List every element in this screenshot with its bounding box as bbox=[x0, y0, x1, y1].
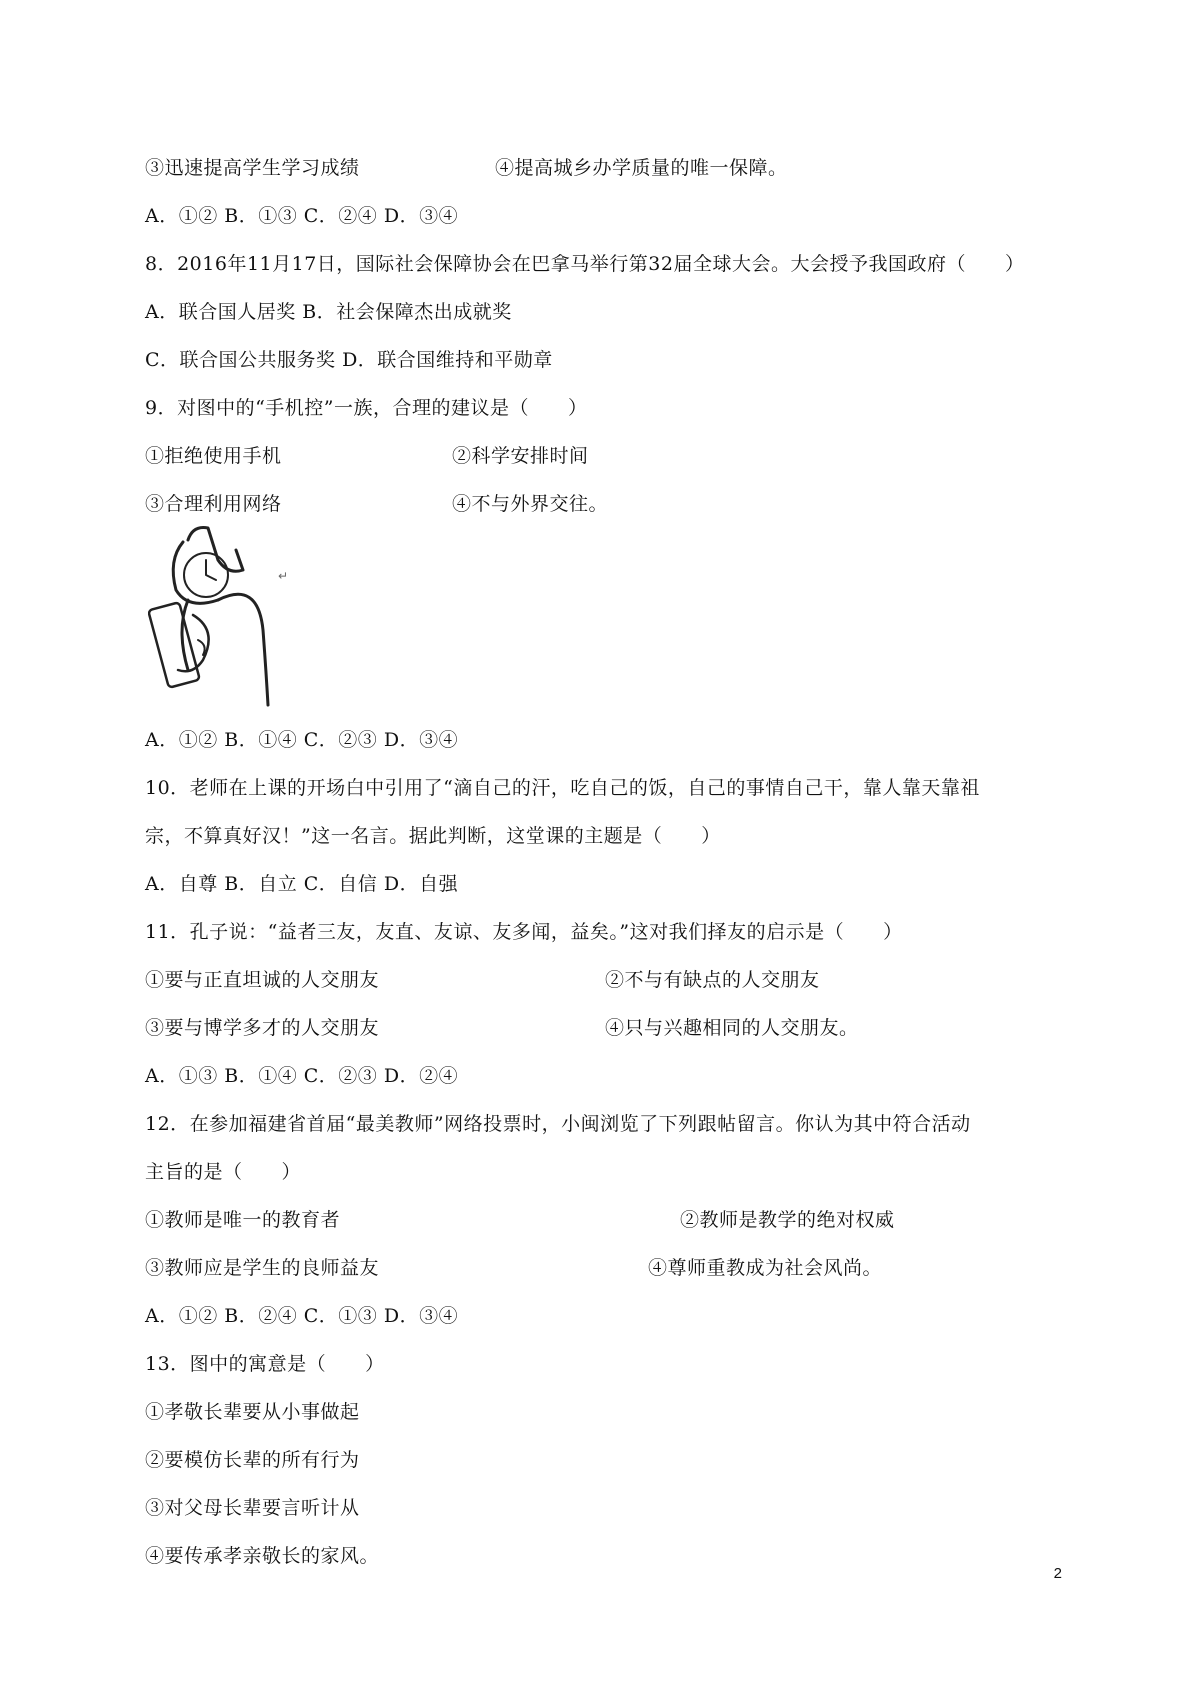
q11-stem: 11．孔子说：“益者三友，友直、友谅、友多闻，益矣。”这对我们择友的启示是（ ） bbox=[145, 921, 903, 943]
q10-stem-line-1: 10．老师在上课的开场白中引用了“滴自己的汗，吃自己的饭，自己的事情自己干，靠人靠天靠祖 bbox=[145, 777, 980, 799]
q13-stem: 13．图中的寓意是（ ） bbox=[145, 1353, 385, 1375]
phone-addict-illustration bbox=[148, 520, 308, 710]
q8-choices-cd: C．联合国公共服务奖 D．联合国维持和平勋章 bbox=[145, 349, 553, 371]
q9-stem: 9．对图中的“手机控”一族，合理的建议是（ ） bbox=[145, 397, 588, 419]
svg-text:↵: ↵ bbox=[278, 569, 289, 583]
q12-option-1: ①教师是唯一的教育者 bbox=[145, 1209, 341, 1231]
q9-option-4: ④不与外界交往。 bbox=[452, 493, 609, 515]
q12-stem-line-2: 主旨的是（ ） bbox=[145, 1161, 302, 1183]
q11-option-3: ③要与博学多才的人交朋友 bbox=[145, 1017, 380, 1039]
q7-option-4: ④提高城乡办学质量的唯一保障。 bbox=[495, 157, 788, 179]
q10-stem-line-2: 宗，不算真好汉！”这一名言。据此判断，这堂课的主题是（ ） bbox=[145, 825, 721, 847]
q9-option-2: ②科学安排时间 bbox=[452, 445, 589, 467]
q12-stem-line-1: 12．在参加福建省首届“最美教师”网络投票时，小闽浏览了下列跟帖留言。你认为其中符合活动 bbox=[145, 1113, 971, 1135]
q11-choices: A．①③ B．①④ C．②③ D．②④ bbox=[145, 1065, 459, 1087]
q13-option-3: ③对父母长辈要言听计从 bbox=[145, 1497, 360, 1519]
q12-option-2: ②教师是教学的绝对权威 bbox=[680, 1209, 895, 1231]
q9-choices: A．①② B．①④ C．②③ D．③④ bbox=[145, 729, 459, 751]
q13-option-1: ①孝敬长辈要从小事做起 bbox=[145, 1401, 360, 1423]
q13-option-2: ②要模仿长辈的所有行为 bbox=[145, 1449, 360, 1471]
page-number: 2 bbox=[1053, 1565, 1062, 1582]
q7-option-3: ③迅速提高学生学习成绩 bbox=[145, 157, 360, 179]
q13-option-4: ④要传承孝亲敬长的家风。 bbox=[145, 1545, 380, 1567]
q9-option-3: ③合理利用网络 bbox=[145, 493, 282, 515]
q11-option-2: ②不与有缺点的人交朋友 bbox=[605, 969, 820, 991]
q7-choices: A．①② B．①③ C．②④ D．③④ bbox=[145, 205, 459, 227]
q12-choices: A．①② B．②④ C．①③ D．③④ bbox=[145, 1305, 459, 1327]
q9-option-1: ①拒绝使用手机 bbox=[145, 445, 282, 467]
q12-option-3: ③教师应是学生的良师益友 bbox=[145, 1257, 380, 1279]
q10-choices: A．自尊 B．自立 C．自信 D．自强 bbox=[145, 873, 459, 895]
q11-option-1: ①要与正直坦诚的人交朋友 bbox=[145, 969, 380, 991]
q8-choices-ab: A．联合国人居奖 B．社会保障杰出成就奖 bbox=[145, 301, 512, 323]
q11-option-4: ④只与兴趣相同的人交朋友。 bbox=[605, 1017, 859, 1039]
q8-stem: 8．2016年11月17日，国际社会保障协会在巴拿马举行第32届全球大会。大会授予我国政府（ ） bbox=[145, 253, 1025, 275]
q12-option-4: ④尊师重教成为社会风尚。 bbox=[648, 1257, 883, 1279]
